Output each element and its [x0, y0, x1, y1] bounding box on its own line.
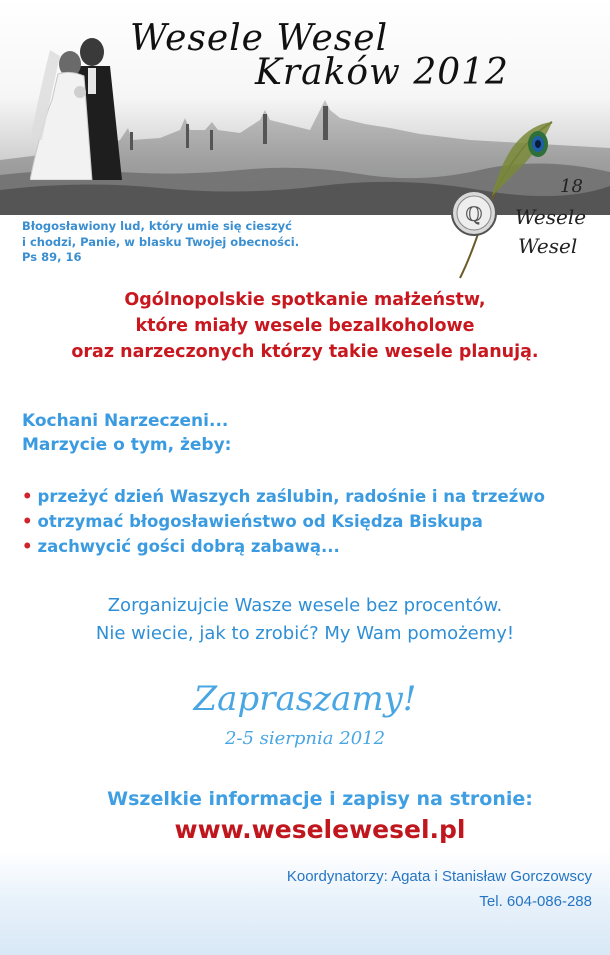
seal-text-line-2: Wesel [518, 234, 578, 258]
info-text: Wszelkie informacje i zapisy na stronie: [107, 788, 533, 810]
quote-line: Błogosławiony lud, który umie się cieszyć [22, 219, 292, 233]
psalm-quote [22, 219, 299, 266]
greeting-line: Kochani Narzeczeni... [22, 411, 229, 431]
list-item: • otrzymać błogosławieństwo od Księdza Biskupa [22, 512, 483, 531]
title-line-1: Wesele Wesel [130, 18, 389, 59]
greeting [22, 409, 231, 457]
headline-line: które miały wesele bezalkoholowe [135, 316, 475, 336]
phone-number: Tel. 604-086-288 [479, 893, 592, 910]
svg-text:ℚ: ℚ [465, 202, 483, 226]
bullet-icon: • [22, 537, 33, 556]
headline-line: oraz narzeczonych którzy takie wesele planują. [71, 342, 539, 362]
quote-reference: Ps 89, 16 [22, 250, 82, 264]
quote-line: i chodzi, Panie, w blasku Twojej obecności. [22, 234, 300, 249]
headline-line: Ogólnopolskie spotkanie małżeństw, [124, 290, 486, 310]
seal-number: 18 [560, 176, 583, 197]
list-item: • przeżyć dzień Waszych zaślubin, radośnie i na trzeźwo [22, 487, 545, 506]
list-item: • zachwycić gości dobrą zabawą... [22, 537, 340, 556]
website-link[interactable]: www.weselewesel.pl [174, 815, 466, 844]
organize-line: Nie wiecie, jak to zrobić? My Wam pomożemy! [95, 623, 515, 644]
invite-title: Zapraszamy! [193, 679, 417, 719]
greeting-line: Marzycie o tym, żeby: [22, 435, 232, 455]
seal-text-line-1: Wesele [515, 205, 587, 229]
peacock-feather-seal-icon [440, 118, 570, 283]
title-line-2: Kraków 2012 [255, 52, 509, 93]
organize-text [0, 592, 610, 648]
organize-line: Zorganizujcie Wasze wesele bez procentów. [107, 595, 503, 616]
bullet-icon: • [22, 512, 33, 531]
coordinators-text: Koordynatorzy: Agata i Stanisław Gorczowscy [286, 868, 592, 885]
bullet-list [22, 484, 545, 559]
bullet-icon: • [22, 487, 33, 506]
event-headline [0, 287, 610, 365]
event-date: 2-5 sierpnia 2012 [224, 728, 386, 749]
bride-and-groom-image [30, 30, 140, 180]
